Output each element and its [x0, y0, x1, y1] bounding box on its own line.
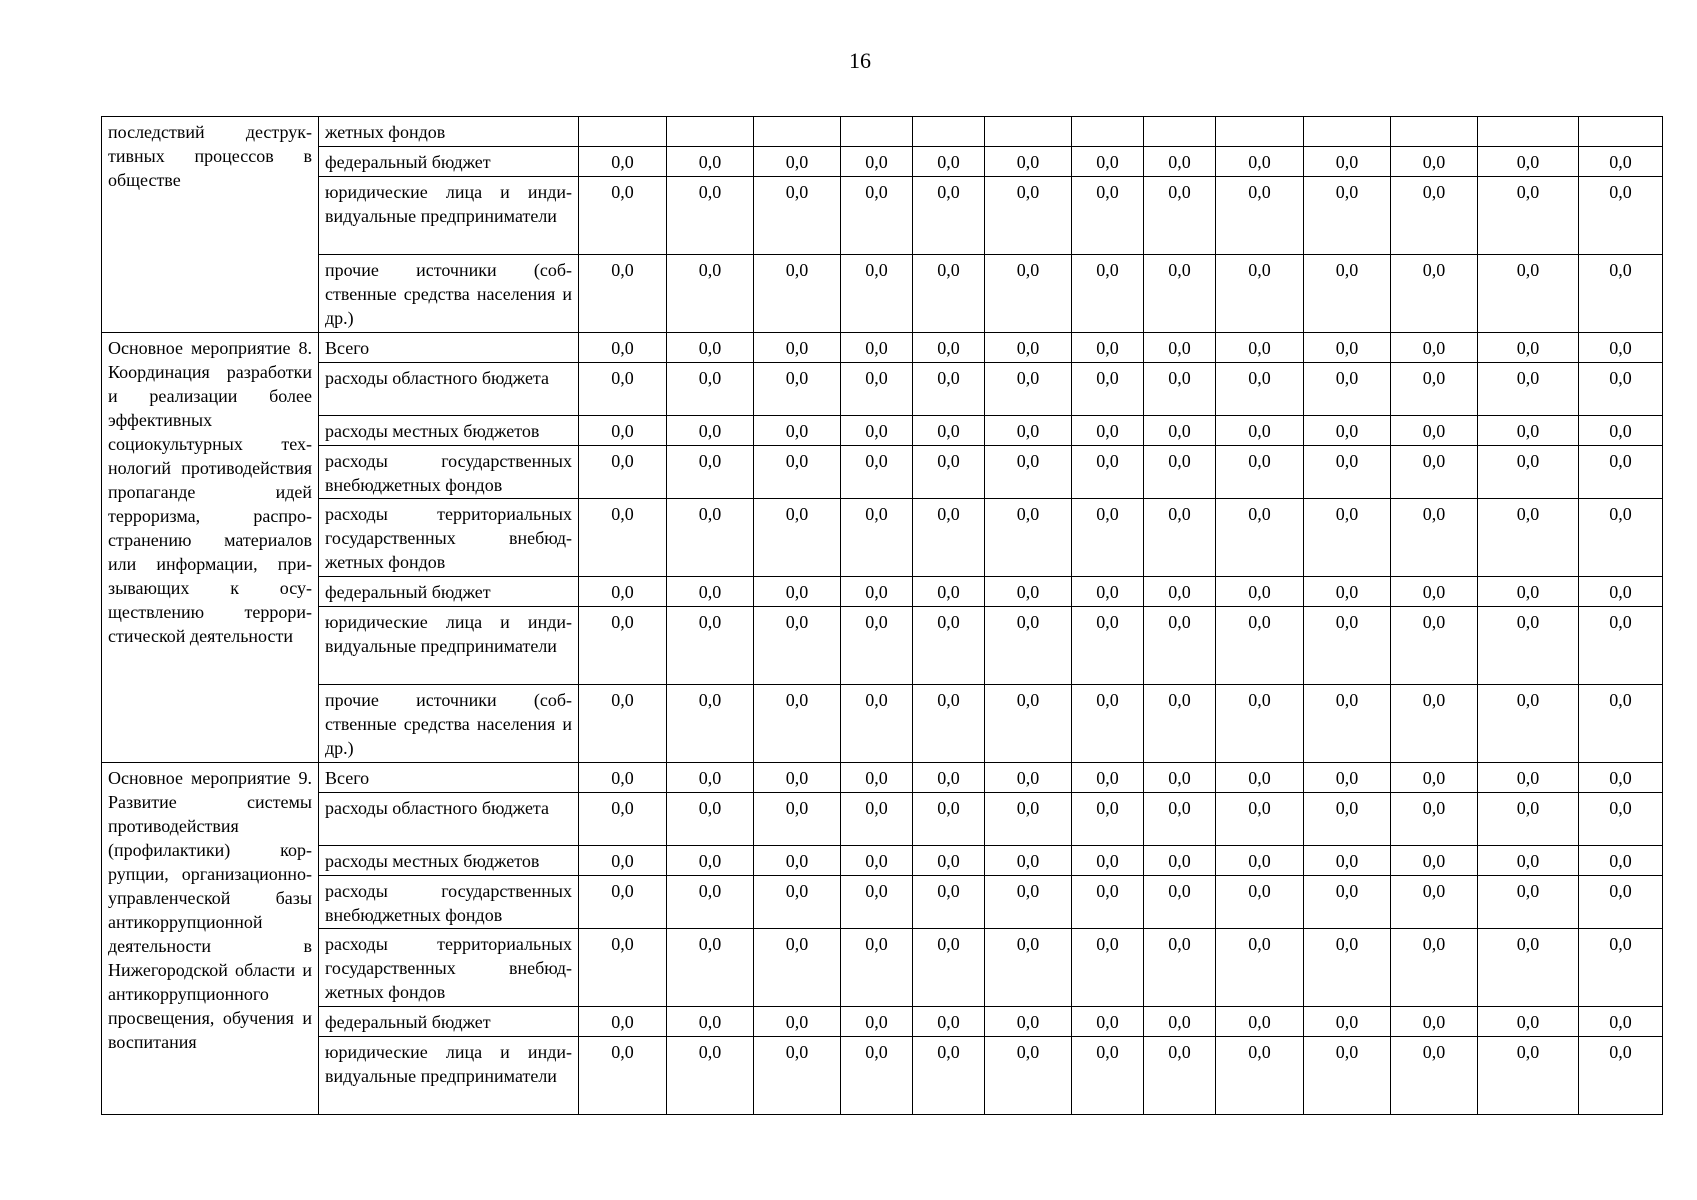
value-cell: 0,0: [1304, 499, 1391, 577]
value-cell: 0,0: [1144, 333, 1216, 363]
value-cell: 0,0: [1144, 763, 1216, 793]
table-row: [102, 147, 1663, 177]
value-cell: 0,0: [913, 577, 985, 607]
table-row: [102, 577, 1663, 607]
value-cell: 0,0: [667, 763, 754, 793]
value-cell: 0,0: [1216, 333, 1304, 363]
value-cell: [1391, 117, 1478, 147]
value-cell: 0,0: [579, 255, 667, 333]
value-cell: 0,0: [1579, 607, 1663, 685]
value-cell: 0,0: [1391, 846, 1478, 876]
value-cell: 0,0: [1478, 177, 1579, 255]
page-number: 16: [849, 48, 871, 73]
funding-source-cell: расходы государственных внебюджетных фондов: [319, 876, 579, 929]
table-row: [102, 117, 1663, 147]
value-cell: 0,0: [985, 763, 1072, 793]
value-cell: 0,0: [985, 1037, 1072, 1115]
value-cell: 0,0: [985, 416, 1072, 446]
value-cell: 0,0: [1144, 1037, 1216, 1115]
value-cell: 0,0: [667, 333, 754, 363]
value-cell: 0,0: [985, 177, 1072, 255]
value-cell: 0,0: [1072, 876, 1144, 929]
value-cell: 0,0: [1391, 577, 1478, 607]
value-cell: 0,0: [754, 1037, 841, 1115]
value-cell: 0,0: [754, 607, 841, 685]
value-cell: 0,0: [1304, 446, 1391, 499]
value-cell: 0,0: [754, 363, 841, 416]
value-cell: 0,0: [1579, 793, 1663, 846]
value-cell: 0,0: [1391, 763, 1478, 793]
event-name-cell: Основное мероприятие 9. Развитие системы противодействия (профилактики) коррупции, организационно-управленческой базы антикоррупционной деятельности в Нижегородской области и антикоррупционного просвещения, обучения и воспитания: [102, 763, 319, 1115]
value-cell: 0,0: [667, 255, 754, 333]
value-cell: 0,0: [1216, 446, 1304, 499]
value-cell: 0,0: [579, 763, 667, 793]
value-cell: 0,0: [841, 846, 913, 876]
value-cell: 0,0: [1304, 1037, 1391, 1115]
value-cell: 0,0: [1391, 446, 1478, 499]
table-row: [102, 363, 1663, 416]
value-cell: 0,0: [1579, 1007, 1663, 1037]
value-cell: 0,0: [985, 685, 1072, 763]
value-cell: 0,0: [1072, 577, 1144, 607]
value-cell: 0,0: [754, 1007, 841, 1037]
value-cell: 0,0: [1216, 763, 1304, 793]
value-cell: 0,0: [913, 1037, 985, 1115]
value-cell: 0,0: [1391, 333, 1478, 363]
funding-source-cell: прочие источники (собственные средства населения и др.): [319, 685, 579, 763]
value-cell: 0,0: [841, 499, 913, 577]
value-cell: 0,0: [1478, 499, 1579, 577]
value-cell: 0,0: [579, 1037, 667, 1115]
value-cell: 0,0: [667, 1037, 754, 1115]
value-cell: 0,0: [1072, 416, 1144, 446]
value-cell: 0,0: [667, 793, 754, 846]
value-cell: 0,0: [1072, 1007, 1144, 1037]
value-cell: 0,0: [1072, 177, 1144, 255]
value-cell: 0,0: [841, 1007, 913, 1037]
value-cell: 0,0: [579, 147, 667, 177]
value-cell: 0,0: [1478, 577, 1579, 607]
value-cell: 0,0: [754, 255, 841, 333]
value-cell: 0,0: [754, 763, 841, 793]
table-row: [102, 763, 1663, 793]
value-cell: [1579, 117, 1663, 147]
value-cell: [913, 117, 985, 147]
value-cell: 0,0: [913, 416, 985, 446]
value-cell: 0,0: [667, 1007, 754, 1037]
value-cell: 0,0: [1216, 685, 1304, 763]
value-cell: 0,0: [1579, 177, 1663, 255]
value-cell: [985, 117, 1072, 147]
value-cell: 0,0: [913, 255, 985, 333]
value-cell: 0,0: [667, 846, 754, 876]
value-cell: 0,0: [754, 147, 841, 177]
value-cell: 0,0: [913, 499, 985, 577]
value-cell: 0,0: [1478, 416, 1579, 446]
value-cell: 0,0: [1072, 793, 1144, 846]
value-cell: 0,0: [985, 255, 1072, 333]
value-cell: 0,0: [1144, 607, 1216, 685]
value-cell: 0,0: [1144, 446, 1216, 499]
value-cell: 0,0: [1144, 1007, 1216, 1037]
funding-source-cell: расходы местных бюджетов: [319, 416, 579, 446]
value-cell: 0,0: [1478, 793, 1579, 846]
value-cell: 0,0: [985, 929, 1072, 1007]
value-cell: 0,0: [1391, 1037, 1478, 1115]
value-cell: 0,0: [1072, 147, 1144, 177]
value-cell: 0,0: [1579, 846, 1663, 876]
value-cell: 0,0: [1072, 333, 1144, 363]
value-cell: 0,0: [754, 876, 841, 929]
value-cell: 0,0: [1216, 416, 1304, 446]
value-cell: 0,0: [667, 499, 754, 577]
funding-source-cell: расходы областного бюджета: [319, 793, 579, 846]
value-cell: 0,0: [985, 1007, 1072, 1037]
value-cell: 0,0: [913, 846, 985, 876]
table-row: [102, 499, 1663, 577]
funding-source-cell: юридические лица и индивидуальные предприниматели: [319, 1037, 579, 1115]
value-cell: 0,0: [1072, 607, 1144, 685]
value-cell: [1304, 117, 1391, 147]
value-cell: [754, 117, 841, 147]
value-cell: 0,0: [985, 846, 1072, 876]
value-cell: 0,0: [913, 763, 985, 793]
value-cell: 0,0: [841, 333, 913, 363]
value-cell: 0,0: [1391, 793, 1478, 846]
value-cell: 0,0: [1304, 685, 1391, 763]
value-cell: 0,0: [841, 416, 913, 446]
value-cell: 0,0: [754, 499, 841, 577]
event-name-cell: Основное мероприятие 8. Координация разработки и реализации более эффективных социокультурных технологий противодействия пропаганде идей терроризма, распространению материалов или информации, призывающих к осуществлению террористической деятельности: [102, 333, 319, 763]
value-cell: 0,0: [1216, 147, 1304, 177]
value-cell: 0,0: [1579, 499, 1663, 577]
value-cell: 0,0: [1304, 1007, 1391, 1037]
value-cell: 0,0: [754, 333, 841, 363]
value-cell: 0,0: [1216, 363, 1304, 416]
value-cell: 0,0: [579, 446, 667, 499]
value-cell: 0,0: [1478, 255, 1579, 333]
value-cell: 0,0: [1304, 333, 1391, 363]
value-cell: 0,0: [579, 929, 667, 1007]
value-cell: 0,0: [1144, 255, 1216, 333]
value-cell: 0,0: [841, 685, 913, 763]
value-cell: 0,0: [841, 177, 913, 255]
table-row: [102, 929, 1663, 1007]
value-cell: 0,0: [667, 929, 754, 1007]
value-cell: 0,0: [1216, 793, 1304, 846]
value-cell: 0,0: [1144, 147, 1216, 177]
funding-source-cell: Всего: [319, 333, 579, 363]
value-cell: 0,0: [1478, 685, 1579, 763]
table-row: [102, 177, 1663, 255]
value-cell: 0,0: [1478, 876, 1579, 929]
value-cell: 0,0: [1478, 846, 1579, 876]
value-cell: 0,0: [1216, 607, 1304, 685]
value-cell: 0,0: [754, 685, 841, 763]
value-cell: 0,0: [1304, 147, 1391, 177]
value-cell: 0,0: [1072, 446, 1144, 499]
value-cell: 0,0: [579, 416, 667, 446]
table-row: [102, 607, 1663, 685]
value-cell: 0,0: [841, 929, 913, 1007]
value-cell: 0,0: [913, 446, 985, 499]
value-cell: 0,0: [1304, 846, 1391, 876]
value-cell: 0,0: [1478, 763, 1579, 793]
value-cell: 0,0: [1579, 147, 1663, 177]
value-cell: 0,0: [1304, 929, 1391, 1007]
value-cell: 0,0: [1216, 929, 1304, 1007]
funding-source-cell: жетных фондов: [319, 117, 579, 147]
value-cell: 0,0: [841, 607, 913, 685]
value-cell: 0,0: [1304, 177, 1391, 255]
value-cell: 0,0: [1304, 255, 1391, 333]
value-cell: [1478, 117, 1579, 147]
table-row: [102, 1037, 1663, 1115]
value-cell: [1072, 117, 1144, 147]
funding-source-cell: расходы территориальных государственных внебюджетных фондов: [319, 929, 579, 1007]
value-cell: 0,0: [1391, 363, 1478, 416]
value-cell: 0,0: [841, 1037, 913, 1115]
funding-source-cell: Всего: [319, 763, 579, 793]
value-cell: 0,0: [913, 363, 985, 416]
value-cell: 0,0: [1072, 255, 1144, 333]
value-cell: 0,0: [1391, 607, 1478, 685]
value-cell: 0,0: [1391, 876, 1478, 929]
value-cell: 0,0: [1579, 255, 1663, 333]
value-cell: 0,0: [841, 147, 913, 177]
value-cell: 0,0: [754, 177, 841, 255]
value-cell: 0,0: [1478, 929, 1579, 1007]
value-cell: 0,0: [913, 876, 985, 929]
value-cell: 0,0: [1478, 446, 1579, 499]
event-name-cell: последствий деструктивных процессов в обществе: [102, 117, 319, 333]
value-cell: 0,0: [1144, 177, 1216, 255]
value-cell: 0,0: [1072, 363, 1144, 416]
value-cell: 0,0: [1144, 876, 1216, 929]
value-cell: 0,0: [579, 333, 667, 363]
value-cell: 0,0: [1579, 416, 1663, 446]
value-cell: 0,0: [1478, 147, 1579, 177]
funding-source-cell: прочие источники (собственные средства населения и др.): [319, 255, 579, 333]
value-cell: 0,0: [1391, 685, 1478, 763]
value-cell: 0,0: [1579, 685, 1663, 763]
value-cell: 0,0: [841, 577, 913, 607]
table-row: [102, 1007, 1663, 1037]
value-cell: 0,0: [1144, 416, 1216, 446]
value-cell: [579, 117, 667, 147]
value-cell: 0,0: [1478, 607, 1579, 685]
value-cell: 0,0: [1144, 363, 1216, 416]
value-cell: 0,0: [579, 607, 667, 685]
value-cell: 0,0: [754, 793, 841, 846]
value-cell: 0,0: [1216, 846, 1304, 876]
value-cell: 0,0: [913, 177, 985, 255]
value-cell: 0,0: [985, 363, 1072, 416]
value-cell: 0,0: [579, 177, 667, 255]
value-cell: 0,0: [913, 607, 985, 685]
value-cell: 0,0: [1579, 446, 1663, 499]
value-cell: 0,0: [841, 363, 913, 416]
value-cell: 0,0: [754, 446, 841, 499]
table-row: [102, 846, 1663, 876]
value-cell: 0,0: [913, 1007, 985, 1037]
funding-source-cell: юридические лица и индивидуальные предприниматели: [319, 177, 579, 255]
value-cell: 0,0: [579, 793, 667, 846]
value-cell: 0,0: [1072, 499, 1144, 577]
value-cell: 0,0: [985, 333, 1072, 363]
value-cell: 0,0: [1579, 876, 1663, 929]
value-cell: [1144, 117, 1216, 147]
value-cell: 0,0: [985, 607, 1072, 685]
value-cell: 0,0: [1391, 499, 1478, 577]
value-cell: 0,0: [1579, 929, 1663, 1007]
value-cell: 0,0: [913, 685, 985, 763]
value-cell: 0,0: [1216, 1007, 1304, 1037]
value-cell: 0,0: [1579, 577, 1663, 607]
value-cell: 0,0: [1072, 685, 1144, 763]
value-cell: 0,0: [1391, 177, 1478, 255]
value-cell: 0,0: [913, 147, 985, 177]
value-cell: 0,0: [841, 793, 913, 846]
value-cell: 0,0: [579, 577, 667, 607]
value-cell: 0,0: [1391, 147, 1478, 177]
value-cell: 0,0: [985, 793, 1072, 846]
funding-source-cell: расходы государственных внебюджетных фондов: [319, 446, 579, 499]
value-cell: 0,0: [579, 876, 667, 929]
value-cell: 0,0: [841, 446, 913, 499]
value-cell: 0,0: [1478, 333, 1579, 363]
value-cell: [841, 117, 913, 147]
value-cell: 0,0: [1391, 255, 1478, 333]
value-cell: 0,0: [1216, 1037, 1304, 1115]
value-cell: 0,0: [1579, 333, 1663, 363]
value-cell: 0,0: [579, 1007, 667, 1037]
value-cell: 0,0: [1391, 416, 1478, 446]
value-cell: 0,0: [667, 363, 754, 416]
funding-source-cell: федеральный бюджет: [319, 577, 579, 607]
value-cell: 0,0: [913, 929, 985, 1007]
value-cell: 0,0: [754, 929, 841, 1007]
value-cell: 0,0: [667, 177, 754, 255]
funding-source-cell: расходы территориальных государственных внебюджетных фондов: [319, 499, 579, 577]
value-cell: 0,0: [667, 577, 754, 607]
value-cell: 0,0: [1144, 846, 1216, 876]
value-cell: 0,0: [985, 147, 1072, 177]
table-row: [102, 255, 1663, 333]
budget-table: [101, 116, 1663, 1115]
table-row: [102, 446, 1663, 499]
value-cell: 0,0: [1144, 685, 1216, 763]
value-cell: 0,0: [1144, 499, 1216, 577]
value-cell: 0,0: [1216, 876, 1304, 929]
value-cell: 0,0: [1579, 1037, 1663, 1115]
value-cell: 0,0: [1579, 763, 1663, 793]
table-row: [102, 685, 1663, 763]
value-cell: 0,0: [667, 685, 754, 763]
value-cell: 0,0: [1144, 793, 1216, 846]
table-row: [102, 333, 1663, 363]
value-cell: 0,0: [985, 876, 1072, 929]
value-cell: 0,0: [754, 577, 841, 607]
funding-source-cell: федеральный бюджет: [319, 147, 579, 177]
value-cell: [667, 117, 754, 147]
value-cell: 0,0: [1478, 1037, 1579, 1115]
value-cell: 0,0: [667, 446, 754, 499]
value-cell: 0,0: [1216, 177, 1304, 255]
table-row: [102, 876, 1663, 929]
value-cell: 0,0: [1579, 363, 1663, 416]
funding-source-cell: расходы местных бюджетов: [319, 846, 579, 876]
table-row: [102, 416, 1663, 446]
value-cell: 0,0: [1072, 929, 1144, 1007]
funding-source-cell: расходы областного бюджета: [319, 363, 579, 416]
value-cell: 0,0: [1304, 793, 1391, 846]
value-cell: 0,0: [1304, 763, 1391, 793]
value-cell: [1216, 117, 1304, 147]
value-cell: 0,0: [667, 607, 754, 685]
value-cell: 0,0: [1216, 577, 1304, 607]
value-cell: 0,0: [667, 876, 754, 929]
value-cell: 0,0: [841, 255, 913, 333]
value-cell: 0,0: [1144, 577, 1216, 607]
value-cell: 0,0: [579, 685, 667, 763]
value-cell: 0,0: [1304, 577, 1391, 607]
value-cell: 0,0: [1304, 607, 1391, 685]
value-cell: 0,0: [1072, 763, 1144, 793]
value-cell: 0,0: [754, 416, 841, 446]
value-cell: 0,0: [1304, 416, 1391, 446]
value-cell: 0,0: [1478, 1007, 1579, 1037]
value-cell: 0,0: [579, 499, 667, 577]
value-cell: 0,0: [579, 363, 667, 416]
value-cell: 0,0: [754, 846, 841, 876]
value-cell: 0,0: [913, 333, 985, 363]
value-cell: 0,0: [985, 499, 1072, 577]
table-body: [102, 117, 1663, 1115]
value-cell: 0,0: [1216, 255, 1304, 333]
value-cell: 0,0: [1304, 876, 1391, 929]
value-cell: 0,0: [841, 876, 913, 929]
value-cell: 0,0: [1478, 363, 1579, 416]
value-cell: 0,0: [1072, 846, 1144, 876]
value-cell: 0,0: [913, 793, 985, 846]
value-cell: 0,0: [1072, 1037, 1144, 1115]
value-cell: 0,0: [1391, 929, 1478, 1007]
table-row: [102, 793, 1663, 846]
value-cell: 0,0: [985, 577, 1072, 607]
value-cell: 0,0: [667, 416, 754, 446]
value-cell: 0,0: [841, 763, 913, 793]
value-cell: 0,0: [985, 446, 1072, 499]
value-cell: 0,0: [1216, 499, 1304, 577]
funding-source-cell: юридические лица и индивидуальные предприниматели: [319, 607, 579, 685]
value-cell: 0,0: [1144, 929, 1216, 1007]
value-cell: 0,0: [579, 846, 667, 876]
value-cell: 0,0: [1391, 1007, 1478, 1037]
funding-source-cell: федеральный бюджет: [319, 1007, 579, 1037]
value-cell: 0,0: [667, 147, 754, 177]
value-cell: 0,0: [1304, 363, 1391, 416]
